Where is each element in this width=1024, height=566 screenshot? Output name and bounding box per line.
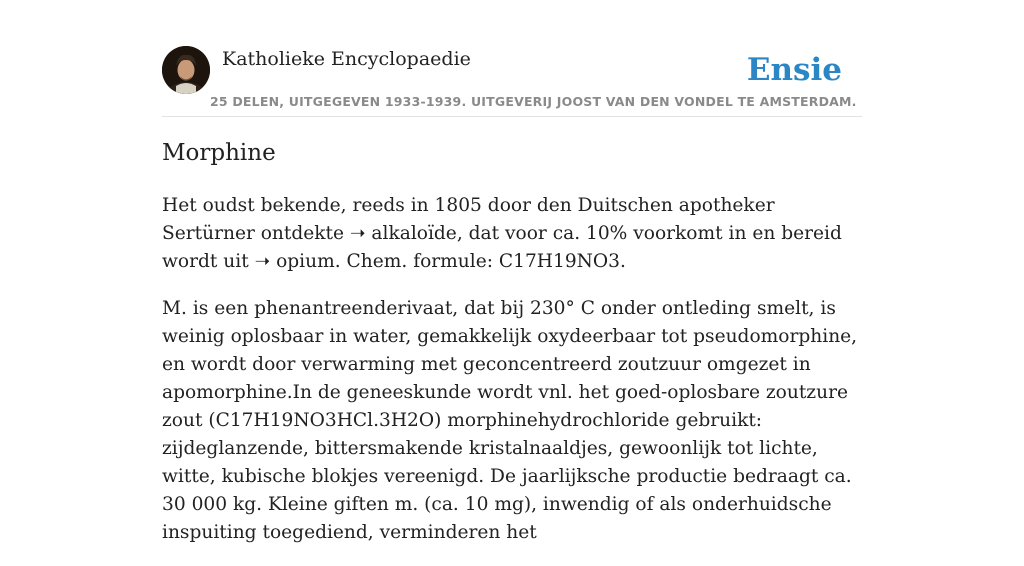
publication-subtitle: 25 DELEN, UITGEGEVEN 1933-1939. UITGEVERIJ JOOST VAN DEN VONDEL TE AMSTERDAM.: [210, 94, 857, 109]
publication-header: [162, 46, 862, 117]
article-body: [162, 192, 862, 566]
article-paragraph: Het oudst bekende, reeds in 1805 door den Duitschen apotheker Sertürner ontdekte ➝ alkaloïde, dat voor ca. 10% voorkomt in en bereid wordt uit ➝ opium. Chem. formule: C17H19NO3.: [162, 195, 842, 272]
article-paragraph: M. is een phenantreenderivaat, dat bij 230° C onder ontleding smelt, is weinig oplosbaar in water, gemakkelijk oxydeerbaar tot pseudomorphine, en wordt door verwarming met geconcentreerd zoutzuur omgezet in apomorphine.In de geneeskunde wordt vnl. het goed-oplosbare zoutzure zout (C17H19NO3HCl.3H2O) morphinehydrochloride gebruikt: zijdeglanzende, bittersmakende kristalnaaldjes, gewoonlijk tot lichte, witte, kubische blokjes vereenigd. De jaarlijksche productie bedraagt ca. 30 000 kg. Kleine giften m. (ca. 10 mg), inwendig of als onderhuidsche inspuiting toegediend, verminderen het: [162, 298, 858, 543]
publication-title[interactable]: Katholieke Encyclopaedie: [222, 48, 471, 70]
ensie-logo[interactable]: Ensie: [746, 52, 842, 88]
article-title: Morphine: [162, 140, 276, 166]
portrait-avatar-icon[interactable]: [162, 46, 210, 94]
